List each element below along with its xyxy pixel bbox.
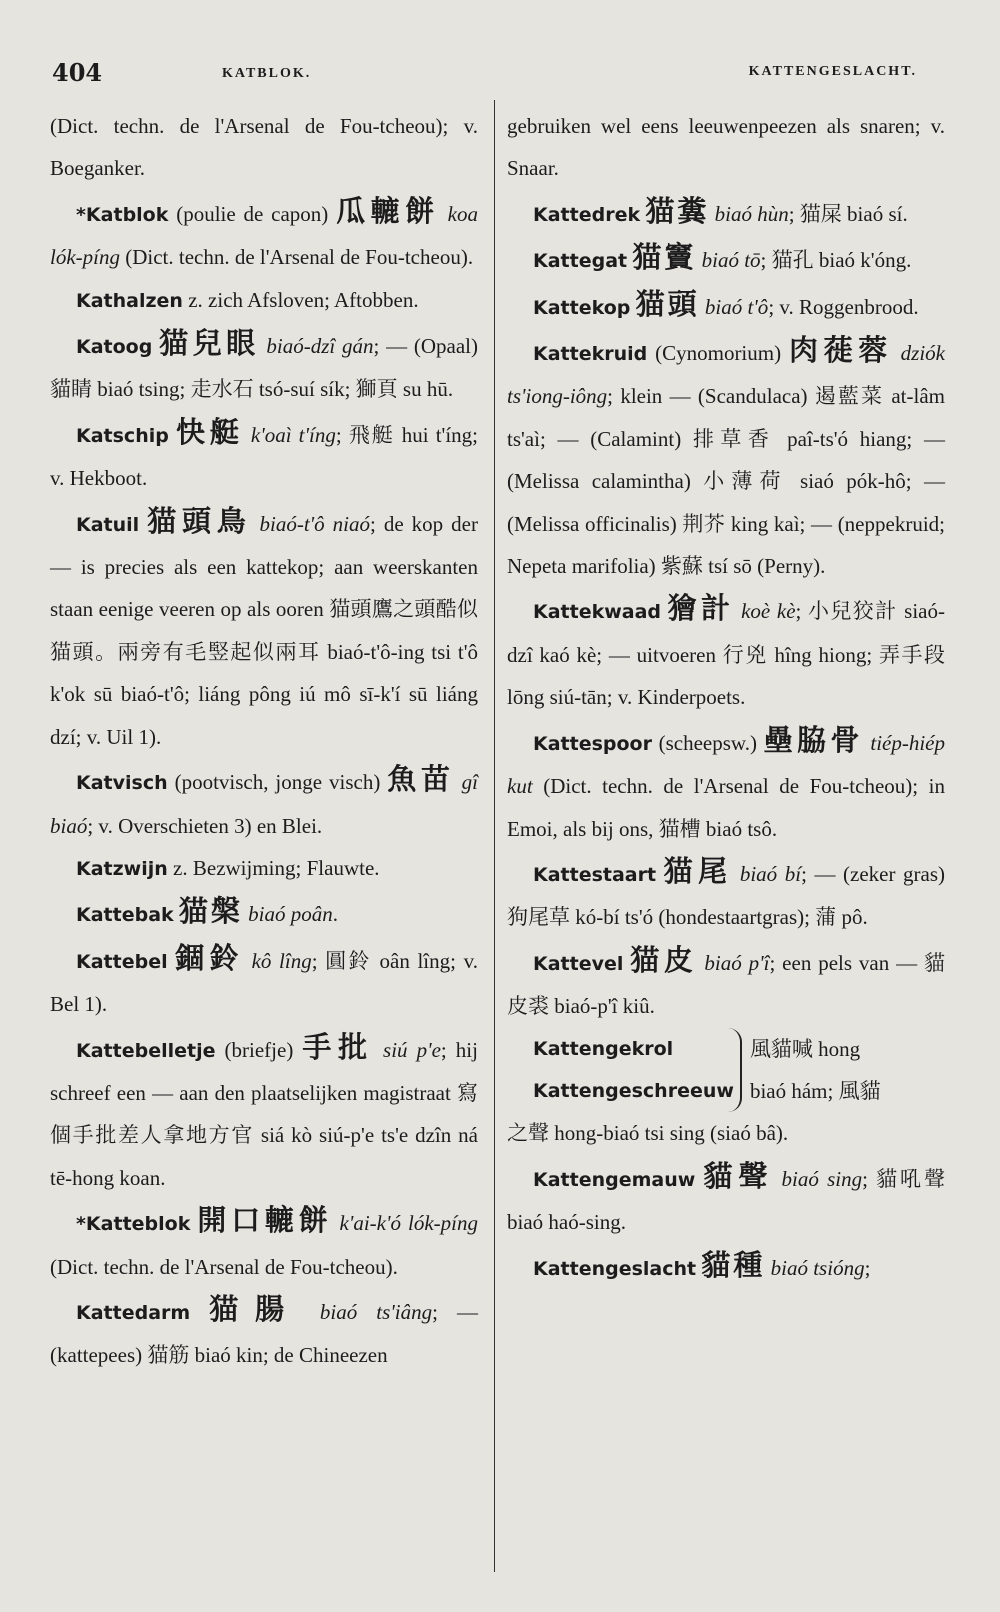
dictionary-entry: [50, 500, 478, 758]
dictionary-entry: [507, 1155, 945, 1244]
headword: Kattengekrol: [533, 1037, 674, 1060]
brace-headwords: [507, 1028, 742, 1113]
romanization: koa lók-píng: [50, 201, 478, 270]
dictionary-entry: [507, 190, 945, 236]
romanization: kô lîng: [243, 948, 312, 973]
headword: Kattebelletje: [76, 1039, 216, 1062]
definition-text: ; v. Roggenbrood.: [768, 294, 919, 319]
definition-text: ; een pels van — 貓皮裘 biaó-p'î kiû.: [507, 950, 945, 1019]
headword: Kattedarm: [76, 1301, 191, 1324]
dictionary-entry: [507, 105, 945, 190]
definition-text: (poulie de capon): [168, 201, 337, 226]
romanization: biaó t'ô: [699, 294, 769, 319]
dictionary-entry: [507, 719, 945, 850]
definition-text: [656, 862, 664, 886]
definition-text: ; klein — (Scandulaca) 遏藍菜 at-lâm ts'aì; — (Calamint) 排草香 paî-ts'ó hiang; — (Melissa calamintha) 小薄荷 siaó pók-hô; — (Melissa officinalis) 荆芥 king kaì; — (neppekruid; Nepeta marifolia) 紫蘇 tsí sō (Perny).: [507, 384, 945, 579]
definition-text: (Dict. techn. de l'Arsenal de Fou-tcheou).: [119, 245, 474, 270]
definition-text: ; 飛艇 hui t'íng; v. Hekboot.: [50, 422, 478, 491]
chinese-characters: 手批: [302, 1029, 374, 1064]
romanization: biaó p'î: [697, 950, 770, 975]
definition-text: ; 圓鈴 oân lîng; v. Bel 1).: [50, 948, 478, 1017]
headword: Kattebak: [76, 904, 174, 927]
dictionary-entry: [50, 937, 478, 1026]
chinese-characters: 快艇: [175, 414, 244, 449]
dictionary-entry: [50, 847, 478, 890]
brace-definition: [742, 1028, 881, 1113]
running-head: [52, 58, 957, 94]
headword: Kattekruid: [533, 343, 648, 366]
definition-text: [169, 423, 176, 447]
definition-text: (Cynomorium): [647, 341, 789, 366]
chinese-characters: 肉蓰蓉: [788, 333, 893, 368]
chinese-characters: 開口轆餅: [197, 1203, 333, 1238]
left-running-title: KATBLOK.: [222, 66, 312, 81]
headword: Kattekwaad: [533, 601, 662, 624]
romanization: biaó tsióng: [765, 1255, 865, 1280]
definition-text: ; — (kattepees) 猫筋 biaó kin; de Chineezen: [50, 1299, 478, 1368]
headword: Kattengemauw: [533, 1168, 696, 1191]
chinese-characters: 猫皮: [630, 942, 698, 977]
entry-continuation: [507, 1112, 945, 1154]
definition-text: gebruiken wel eens leeuwenpeezen als snaren; v. Snaar.: [507, 114, 945, 181]
column-divider: [494, 100, 495, 1572]
chinese-characters: 猫兒眼: [159, 326, 260, 361]
headword: Kattevel: [533, 952, 624, 975]
definition-text: ; de kop der — is precies als een kattekop; aan weerskanten staan eenige veeren op als ooren 猫頭鷹之頭酷似猫頭。兩旁有毛竪起似兩耳 biaó-t'ô-ing tsi t'ô k'ok sū biaó-t'ô; liáng pông iú mô sī-k'í sū liáng dzí; v. Uil 1).: [50, 511, 478, 749]
dictionary-entry: [507, 850, 945, 939]
romanization: biaó sing: [773, 1166, 863, 1191]
headword: *Katblok: [76, 203, 169, 226]
romanization: tiép-hiép kut: [507, 730, 945, 799]
definition-text: [190, 1300, 209, 1324]
right-column: [507, 105, 945, 1542]
romanization: biaó ts'iâng: [300, 1299, 433, 1324]
chinese-characters: 猫糞: [645, 193, 710, 228]
headword: Kattestaart: [533, 863, 657, 886]
chinese-characters: 瓜轆餅: [336, 193, 440, 228]
chinese-characters: 猫槃: [178, 894, 243, 929]
headword: Kattengeslacht: [533, 1257, 697, 1280]
dictionary-entry: [50, 1288, 478, 1377]
definition-text: [139, 512, 147, 536]
definition-text: ; — (Opaal) 貓睛 biaó tsing; 走水石 tsó-suí sík; 獅頁 su hū.: [50, 334, 478, 402]
definition-text: ; v. Overschieten 3) en Blei.: [87, 813, 323, 838]
headword: Kathalzen: [76, 289, 183, 312]
definition-text: [661, 599, 668, 623]
definition-text: ; — (zeker gras) 狗尾草 kó-bí ts'ó (hondestaartgras); 蒲 pô.: [507, 861, 946, 930]
chinese-characters: 貓聲: [703, 1158, 774, 1193]
romanization: koè kè: [734, 599, 796, 624]
definition-text: ; 猫屎 biaó sí.: [788, 201, 908, 226]
headword: Kattespoor: [533, 732, 652, 755]
chinese-characters: 獪計: [667, 591, 735, 626]
definition-text: ; 貓吼聲 biaó haó-sing.: [507, 1166, 945, 1235]
headword: Kattedrek: [533, 203, 641, 226]
romanization: k'oaì t'íng: [243, 422, 336, 447]
chinese-characters: 壘脇骨: [763, 722, 864, 757]
dictionary-entry: [50, 411, 478, 500]
dictionary-entry: [50, 279, 478, 322]
romanization: biaó tō: [696, 248, 761, 273]
brace-entry: [507, 1028, 945, 1113]
definition-text: (Dict. techn. de l'Arsenal de Fou-tcheou); v. Boeganker.: [50, 114, 478, 181]
dictionary-entry: [507, 587, 945, 718]
chinese-characters: 魚苗: [387, 762, 455, 797]
headword: Katschip: [76, 424, 169, 447]
dictionary-entry: [50, 1199, 478, 1288]
definition-text: ;: [864, 1255, 871, 1280]
chinese-characters: 錮鈴: [175, 940, 244, 975]
dictionary-entry: [50, 1026, 478, 1200]
headword: Kattegat: [533, 250, 628, 273]
headword: Katvisch: [76, 772, 168, 795]
page-number: 404: [52, 58, 103, 87]
definition-text: 之聲 hong-biaó tsi sing (siaó bâ).: [507, 1121, 789, 1146]
headword: Katzwijn: [76, 857, 168, 880]
definition-text: z. zich Afsloven; Aftobben.: [182, 287, 419, 312]
definition-text: ; 猫孔 biaó k'óng.: [760, 248, 912, 273]
headword: Kattengeschreeuw: [533, 1079, 734, 1102]
romanization: gî biaó: [50, 770, 478, 838]
definition-text: 風貓喊 hong: [749, 1036, 861, 1061]
definition-text: (scheepsw.): [651, 730, 764, 755]
dictionary-entry: [507, 1244, 945, 1290]
dictionary-entry: [507, 236, 945, 282]
chinese-characters: 猫尾: [663, 853, 733, 888]
headword: Katoog: [76, 336, 153, 359]
dictionary-entry: [50, 190, 478, 279]
romanization: biaó-t'ô niaó: [251, 511, 370, 536]
definition-text: z. Bezwijming; Flauwte.: [167, 855, 380, 880]
definition-text: [695, 1167, 703, 1191]
headword: Kattebel: [76, 950, 168, 973]
left-column: [50, 105, 478, 1542]
headword: Kattekop: [533, 296, 631, 319]
dictionary-entry: [50, 758, 478, 847]
dictionary-entry: [50, 322, 478, 411]
right-running-title: KATTENGESLACHT.: [748, 64, 917, 79]
chinese-characters: 猫腸: [209, 1291, 301, 1326]
definition-text: ; 小兒狡計 siaó-dzî kaó kè; — uitvoeren 行兇 hîng hiong; 弄手段 lōng siú-tān; v. Kinderpoets.: [507, 599, 945, 710]
romanization: biaó poân: [242, 902, 333, 927]
romanization: biaó-dzî gán: [259, 334, 374, 359]
definition-text: biaó hám; 風貓: [749, 1078, 881, 1103]
definition-text: .: [332, 902, 339, 927]
dictionary-entry: [507, 939, 945, 1028]
dictionary-entry: [507, 283, 945, 329]
chinese-characters: 猫頭鳥: [147, 503, 252, 538]
romanization: k'ai-k'ó lók-píng: [332, 1211, 478, 1236]
definition-text: (briefje): [215, 1037, 303, 1062]
romanization: siú p'e: [373, 1037, 441, 1062]
chinese-characters: 猫頭: [635, 286, 700, 321]
definition-text: (pootvisch, jonge visch): [167, 770, 388, 795]
chinese-characters: 猫竇: [632, 240, 697, 275]
definition-text: ; hij schreef een — aan den plaatselijken magistraat 寫個手批差人拿地方官 siá kò siú-p'e ts'e dzîn ná tē-hong koan.: [50, 1037, 478, 1190]
chinese-characters: 貓種: [701, 1247, 766, 1282]
romanization: biaó bí: [732, 861, 802, 886]
dictionary-entry: [507, 329, 945, 587]
definition-text: (Dict. techn. de l'Arsenal de Fou-tcheou).: [50, 1254, 398, 1279]
definition-text: (Dict. techn. de l'Arsenal de Fou-tcheou); in Emoi, als bij ons, 猫槽 biaó tsô.: [507, 774, 945, 841]
headword: *Katteblok: [76, 1213, 191, 1236]
romanization: biaó hùn: [709, 201, 789, 226]
dictionary-entry: [50, 890, 478, 936]
romanization: dziók ts'iong-iông: [507, 341, 945, 409]
headword: Katuil: [76, 513, 140, 536]
dictionary-entry: [50, 105, 478, 190]
